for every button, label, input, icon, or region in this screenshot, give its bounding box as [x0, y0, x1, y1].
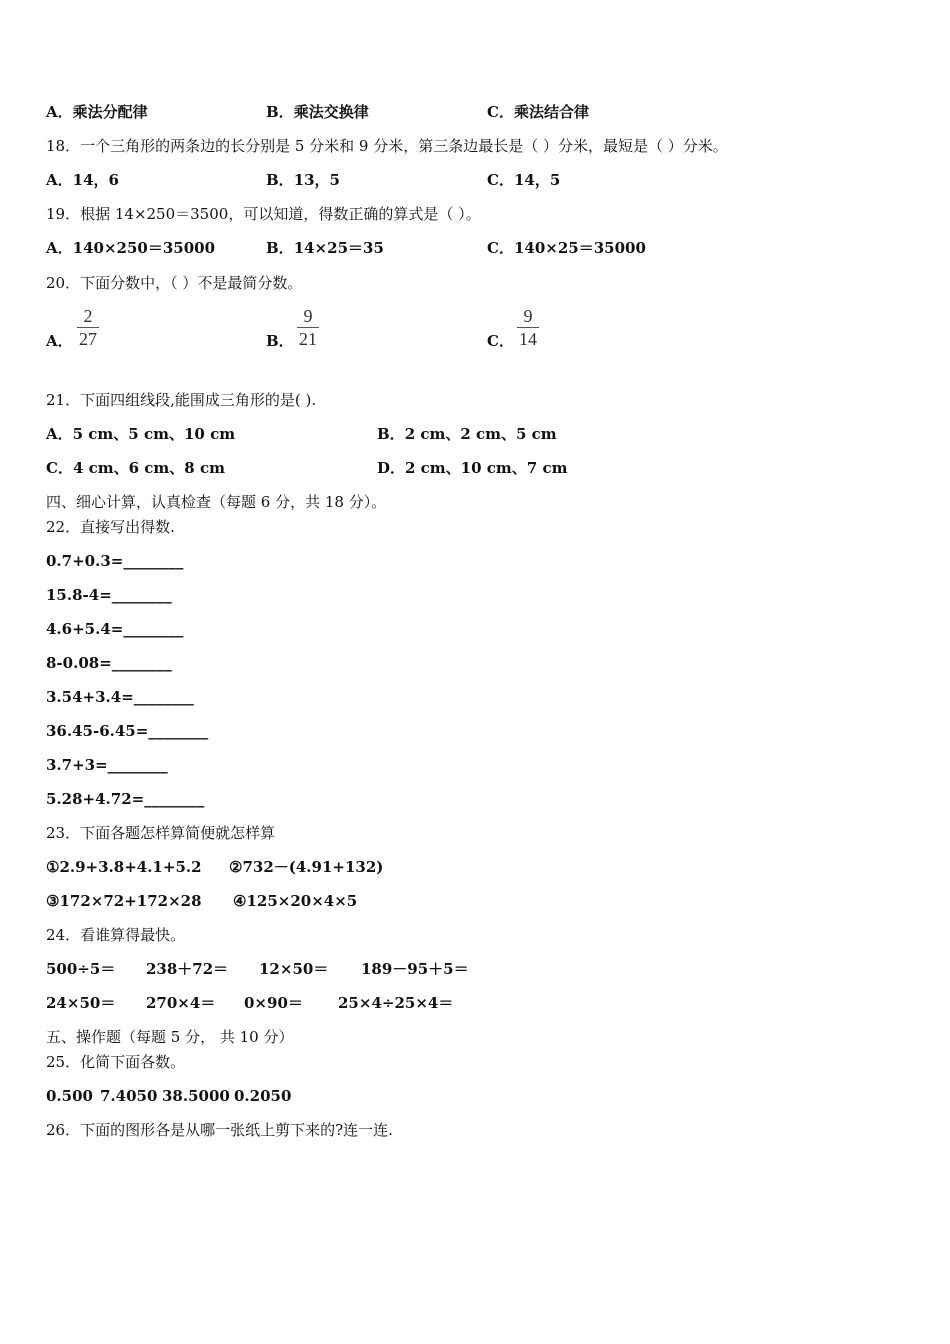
q22-item-2: 15.8-4=________ — [46, 586, 172, 604]
q20-stem: 20．下面分数中，（ ）不是最简分数。 — [46, 274, 303, 292]
q22-item-1: 0.7+0.3=________ — [46, 552, 184, 570]
q21-stem: 21．下面四组线段,能围成三角形的是( ). — [46, 391, 317, 409]
q22-item-8: 5.28+4.72=________ — [46, 790, 205, 808]
q24-row1-item-4: 189－95＋5＝ — [361, 960, 469, 978]
q19-option-b: B．14×25＝35 — [266, 239, 384, 257]
q21-option-c: C．4 cm、6 cm、8 cm — [46, 459, 225, 477]
q22-item-3: 4.6+5.4=________ — [46, 620, 184, 638]
q23-item-4: ④125×20×4×5 — [233, 892, 358, 910]
q19-stem: 19．根据 14×250＝3500，可以知道，得数正确的算式是（ ）。 — [46, 205, 481, 223]
q18-option-a: A．14，6 — [46, 171, 119, 189]
q24-row2-item-1: 24×50＝ — [46, 994, 116, 1012]
q24-row1-item-2: 238＋72＝ — [146, 960, 229, 978]
section-4-heading: 四、细心计算，认真检查（每题 6 分，共 18 分）。 — [46, 493, 387, 511]
q18-stem: 18．一个三角形的两条边的长分别是 5 分米和 9 分米，第三条边最长是（ ）分米，最短是（ ）分米。 — [46, 137, 728, 155]
q25-stem: 25．化简下面各数。 — [46, 1053, 186, 1071]
fraction-numerator: 9 — [303, 306, 313, 326]
q24-row1-item-1: 500÷5＝ — [46, 960, 116, 978]
fraction-denominator: 27 — [79, 329, 97, 349]
q17-option-a: A．乘法分配律 — [46, 103, 148, 121]
q23-item-3: ③172×72+172×28 — [46, 892, 202, 910]
q23-stem: 23．下面各题怎样算简便就怎样算 — [46, 824, 276, 842]
q24-row2-item-3: 0×90＝ — [244, 994, 303, 1012]
q22-item-6: 36.45-6.45=________ — [46, 722, 209, 740]
fraction-bar — [517, 327, 539, 328]
fraction-bar — [77, 327, 99, 328]
q18-option-c: C．14，5 — [487, 171, 561, 189]
q25-item-2: 7.4050 — [100, 1087, 158, 1105]
q17-option-b: B．乘法交换律 — [266, 103, 369, 121]
q20-option-a-letter: A． — [46, 332, 73, 350]
q20-option-b-letter: B． — [266, 332, 294, 350]
q23-item-2: ②732－(4.91+132) — [229, 858, 384, 876]
q25-item-4: 0.2050 — [234, 1087, 292, 1105]
q21-option-d: D．2 cm、10 cm、7 cm — [377, 459, 568, 477]
q24-stem: 24．看谁算得最快。 — [46, 926, 186, 944]
q22-stem: 22．直接写出得数. — [46, 518, 175, 536]
q21-option-a: A．5 cm、5 cm、10 cm — [46, 425, 236, 443]
q23-item-1: ①2.9+3.8+4.1+5.2 — [46, 858, 202, 876]
q26-stem: 26．下面的图形各是从哪一张纸上剪下来的?连一连. — [46, 1121, 393, 1139]
q24-row1-item-3: 12×50＝ — [259, 960, 329, 978]
q22-item-5: 3.54+3.4=________ — [46, 688, 194, 706]
q20-option-c-letter: C． — [487, 332, 514, 350]
q19-option-a: A．140×250＝35000 — [46, 239, 216, 257]
q22-item-7: 3.7+3=________ — [46, 756, 168, 774]
fraction-numerator: 9 — [523, 306, 533, 326]
q20-option-c-fraction — [517, 306, 539, 349]
q18-option-b: B．13，5 — [266, 171, 340, 189]
fraction-denominator: 21 — [299, 329, 317, 349]
fraction-numerator: 2 — [83, 306, 93, 326]
q24-row2-item-4: 25×4÷25×4＝ — [338, 994, 454, 1012]
fraction-denominator: 14 — [519, 329, 537, 349]
q25-item-1: 0.500 — [46, 1087, 93, 1105]
q22-item-4: 8-0.08=________ — [46, 654, 172, 672]
section-5-heading: 五、操作题（每题 5 分， 共 10 分） — [46, 1028, 294, 1046]
fraction-bar — [297, 327, 319, 328]
q20-option-a-fraction — [77, 306, 99, 349]
q20-option-b-fraction — [297, 306, 319, 349]
q25-item-3: 38.5000 — [162, 1087, 230, 1105]
q24-row2-item-2: 270×4＝ — [146, 994, 216, 1012]
q19-option-c: C．140×25＝35000 — [487, 239, 646, 257]
q21-option-b: B．2 cm、2 cm、5 cm — [377, 425, 557, 443]
q17-option-c: C．乘法结合律 — [487, 103, 589, 121]
